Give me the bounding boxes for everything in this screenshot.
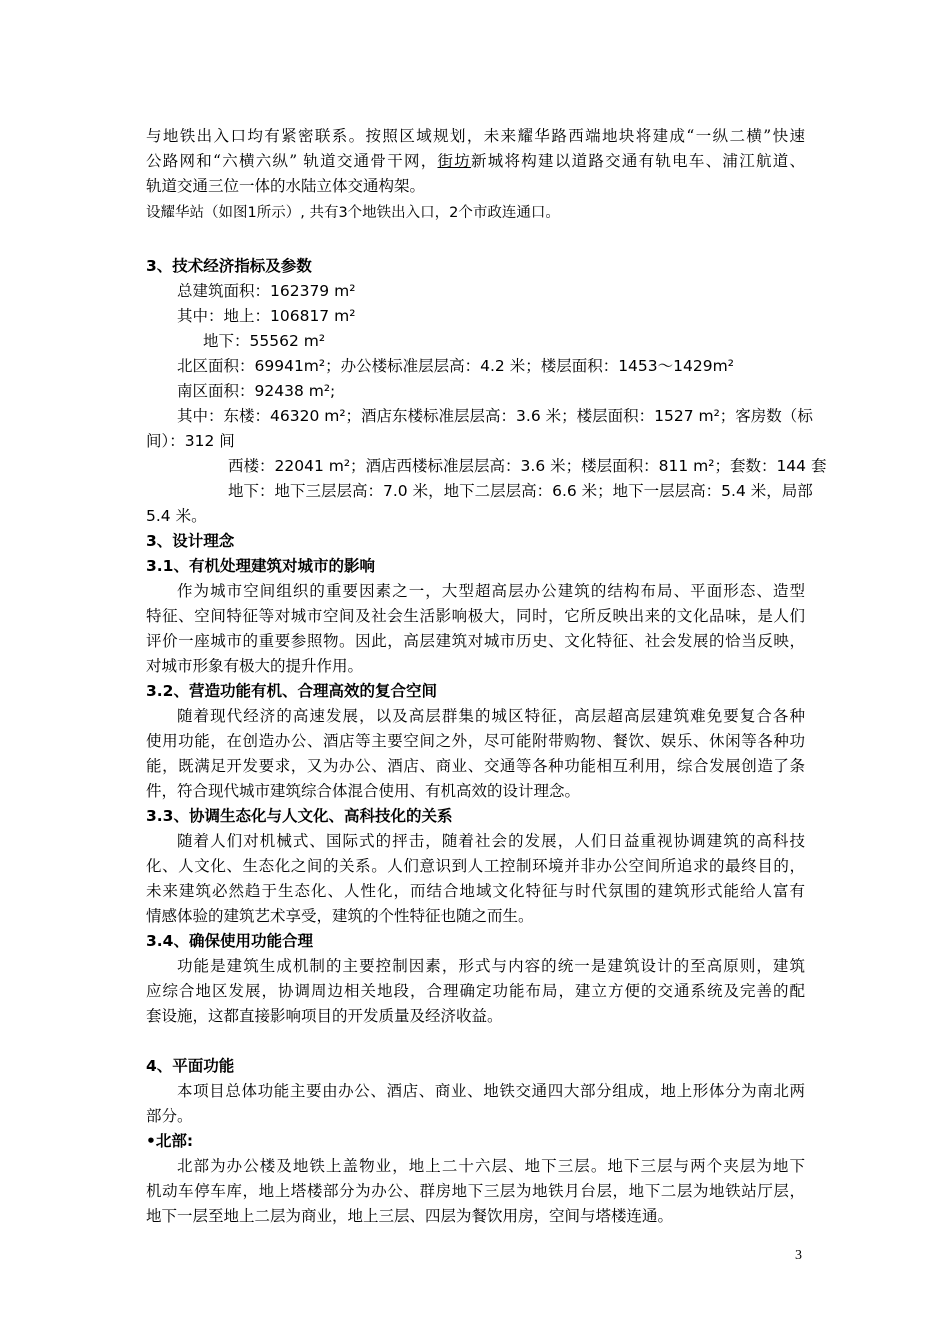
paragraph-3-1-line: 作为城市空间组织的重要因素之一，大型超高层办公建筑的结构布局、平面形态、造型 bbox=[177, 582, 805, 600]
paragraph-4-line: 部分。 bbox=[146, 1107, 193, 1125]
north-paragraph-line: 地下一层至地上二层为商业，地上三层、四层为餐饮用房，空间与塔楼连通。 bbox=[146, 1207, 674, 1225]
subsection-heading-3-2: 3.2、营造功能有机、合理高效的复合空间 bbox=[146, 682, 437, 700]
paragraph-3-2-line: 随着现代经济的高速发展，以及高层群集的城区特征，高层超高层建筑难免要复合各种 bbox=[177, 707, 805, 725]
paragraph-3-4-line: 应综合地区发展，协调周边相关地段，合理确定功能布局，建立方便的交通系统及完善的配 bbox=[146, 982, 805, 1000]
indicator-total-area: 总建筑面积：162379 m² bbox=[177, 282, 356, 300]
indicator-south-area: 南区面积：92438 m²; bbox=[177, 382, 336, 400]
intro-line-2-a: 公路网和“六横六纵” 轨道交通骨干网， bbox=[146, 152, 438, 170]
paragraph-3-3-line: 化、人文化、生态化之间的关系。人们意识到人工控制环境并非办公空间所追求的最终目的， bbox=[146, 857, 805, 875]
indicator-east-building: 其中：东楼：46320 m²；酒店东楼标准层层高：3.6 米；楼层面积：1527 m²；客房数（标 bbox=[177, 407, 813, 425]
indicator-above-ground: 其中：地上：106817 m² bbox=[177, 307, 356, 325]
section-heading-plan-function: 4、平面功能 bbox=[146, 1057, 235, 1075]
north-paragraph-line: 北部为办公楼及地铁上盖物业，地上二十六层、地下三层。地下三层与两个夹层为地下 bbox=[177, 1157, 805, 1175]
intro-line-2-b: 新城将构建以道路交通有轨电车、浦江航道、 bbox=[471, 152, 805, 170]
intro-line-1: 与地铁出入口均有紧密联系。按照区域规划，未来耀华路西端地块将建成“一纵二横”快速 bbox=[146, 127, 805, 145]
section-heading-indicators: 3、技术经济指标及参数 bbox=[146, 257, 312, 275]
paragraph-3-1-line: 对城市形象有极大的提升作用。 bbox=[146, 657, 364, 675]
paragraph-3-4-line: 功能是建筑生成机制的主要控制因素，形式与内容的统一是建筑设计的至高原则，建筑 bbox=[177, 957, 805, 975]
indicator-west-building: 西楼：22041 m²；酒店西楼标准层层高：3.6 米；楼层面积：811 m²；套数：144 套 bbox=[228, 457, 827, 475]
indicator-north-area: 北区面积：69941m²；办公楼标准层层高：4.2 米；楼层面积：1453～1429m² bbox=[177, 357, 734, 375]
paragraph-3-3-line: 随着人们对机械式、国际式的抨击，随着社会的发展，人们日益重视协调建筑的高科技 bbox=[177, 832, 805, 850]
north-paragraph-line: 机动车停车库，地上塔楼部分为办公、群房地下三层为地铁月台层，地下二层为地铁站厅层， bbox=[146, 1182, 805, 1200]
north-heading: •北部: bbox=[146, 1132, 194, 1150]
paragraph-3-2-line: 能，既满足开发要求，又为办公、酒店、商业、交通等各种功能相互利用，综合发展创造了条 bbox=[146, 757, 805, 775]
paragraph-3-1-line: 评价一座城市的重要参照物。因此，高层建筑对城市历史、文化特征、社会发展的恰当反映， bbox=[146, 632, 805, 650]
paragraph-3-1-line: 特征、空间特征等对城市空间及社会生活影响极大，同时，它所反映出来的文化品味，是人们 bbox=[146, 607, 805, 625]
paragraph-3-3-line: 未来建筑必然趋于生态化、人性化，而结合地域文化特征与时代氛围的建筑形式能给人富有 bbox=[146, 882, 805, 900]
intro-line-4: 设耀华站（如图1所示）, 共有3个地铁出入口，2个市政连通口。 bbox=[146, 205, 560, 221]
indicator-east-building-cont: 间）：312 间 bbox=[146, 432, 235, 450]
paragraph-3-3-line: 情感体验的建筑艺术享受，建筑的个性特征也随之而生。 bbox=[146, 907, 534, 925]
indicator-underground-cont: 5.4 米。 bbox=[146, 507, 207, 525]
indicator-underground: 地下：地下三层层高：7.0 米，地下二层层高：6.6 米；地下一层层高：5.4 米，局部 bbox=[228, 482, 813, 500]
intro-line-3: 轨道交通三位一体的水陆立体交通构架。 bbox=[146, 177, 426, 195]
paragraph-3-2-line: 使用功能，在创造办公、酒店等主要空间之外，尽可能附带购物、餐饮、娱乐、休闲等各种功 bbox=[146, 732, 805, 750]
subsection-heading-3-4: 3.4、确保使用功能合理 bbox=[146, 932, 313, 950]
page-number: 3 bbox=[795, 1248, 802, 1263]
subsection-heading-3-3: 3.3、协调生态化与人文化、高科技化的关系 bbox=[146, 807, 453, 825]
paragraph-3-2-line: 件，符合现代城市建筑综合体混合使用、有机高效的设计理念。 bbox=[146, 782, 581, 800]
subsection-heading-3-1: 3.1、有机处理建筑对城市的影响 bbox=[146, 557, 375, 575]
intro-line-2 bbox=[146, 149, 805, 173]
section-heading-design: 3、设计理念 bbox=[146, 532, 235, 550]
paragraph-3-4-line: 套设施，这都直接影响项目的开发质量及经济收益。 bbox=[146, 1007, 503, 1025]
intro-line-2-underlined: 街坊 bbox=[437, 152, 472, 170]
paragraph-4-line: 本项目总体功能主要由办公、酒店、商业、地铁交通四大部分组成，地上形体分为南北两 bbox=[177, 1082, 805, 1100]
indicator-below-ground: 地下：55562 m² bbox=[203, 332, 326, 350]
